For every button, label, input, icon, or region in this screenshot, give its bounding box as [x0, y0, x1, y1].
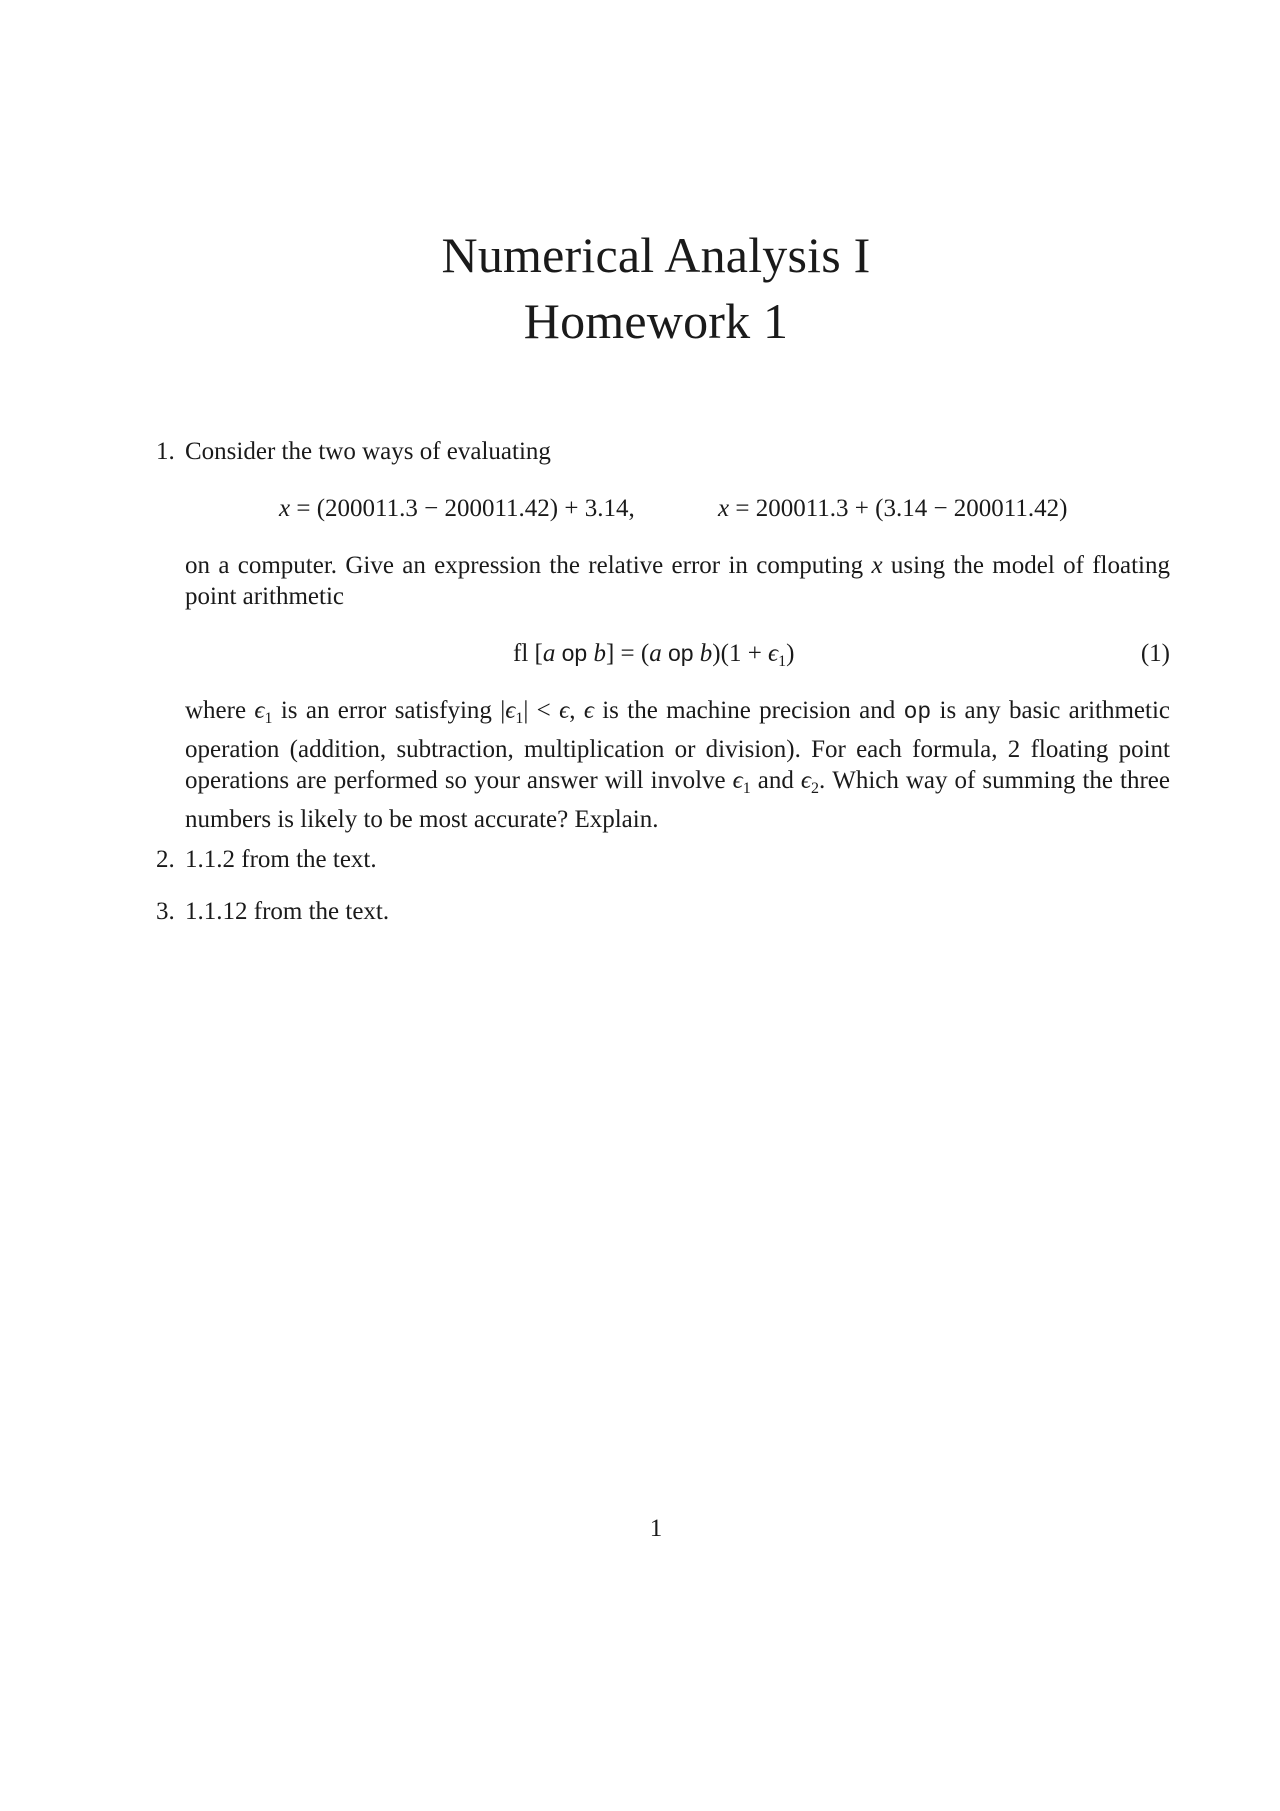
equation-number: (1): [1140, 640, 1170, 667]
equation-a: x = (200011.3 − 200011.42) + 3.14,: [279, 495, 635, 522]
problem-text-2: where $\epsilon_1$ is an error satisfying $|\epsilon_1| < \epsilon$, ϵ is the machine precision and op is any basic arithmetic operation (addition, subtraction, multiplication or division). For each formula, 2 floating point operations are performed so your answer will involve $\epsilon_1$ and $\epsilon_2$. Which way of summing the three numbers is likely to be most accurate? Explain.: [185, 697, 1171, 833]
page-number: 1: [649, 1515, 663, 1542]
problem-3: [156, 896, 1170, 927]
problem-text-1: on a computer. Give an expression the relative error in computing x using the model of floating point arithmetic: [185, 552, 1170, 610]
problem-number: 1.: [156, 438, 175, 465]
homework-title: Homework 1: [523, 293, 789, 349]
course-title: Numerical Analysis I: [441, 227, 871, 283]
problem-intro: Consider the two ways of evaluating: [185, 438, 551, 465]
problem-2: [156, 844, 1170, 875]
title-block: [0, 222, 1280, 354]
model-formula: fl [a op b] = (a op $b)(1 + \epsilon_1)$: [513, 640, 795, 670]
problem-text: 1.1.12 from the text.: [185, 898, 390, 925]
problem-1: [156, 436, 1171, 835]
problem-number: 3.: [156, 898, 175, 925]
model-equation: [185, 638, 1170, 669]
problem-text: 1.1.2 from the text.: [185, 846, 377, 873]
problem-number: 2.: [156, 846, 175, 873]
equation-b: x = 200011.3 + (3.14 − 200011.42): [718, 495, 1068, 522]
evaluation-equations: [185, 493, 1170, 524]
